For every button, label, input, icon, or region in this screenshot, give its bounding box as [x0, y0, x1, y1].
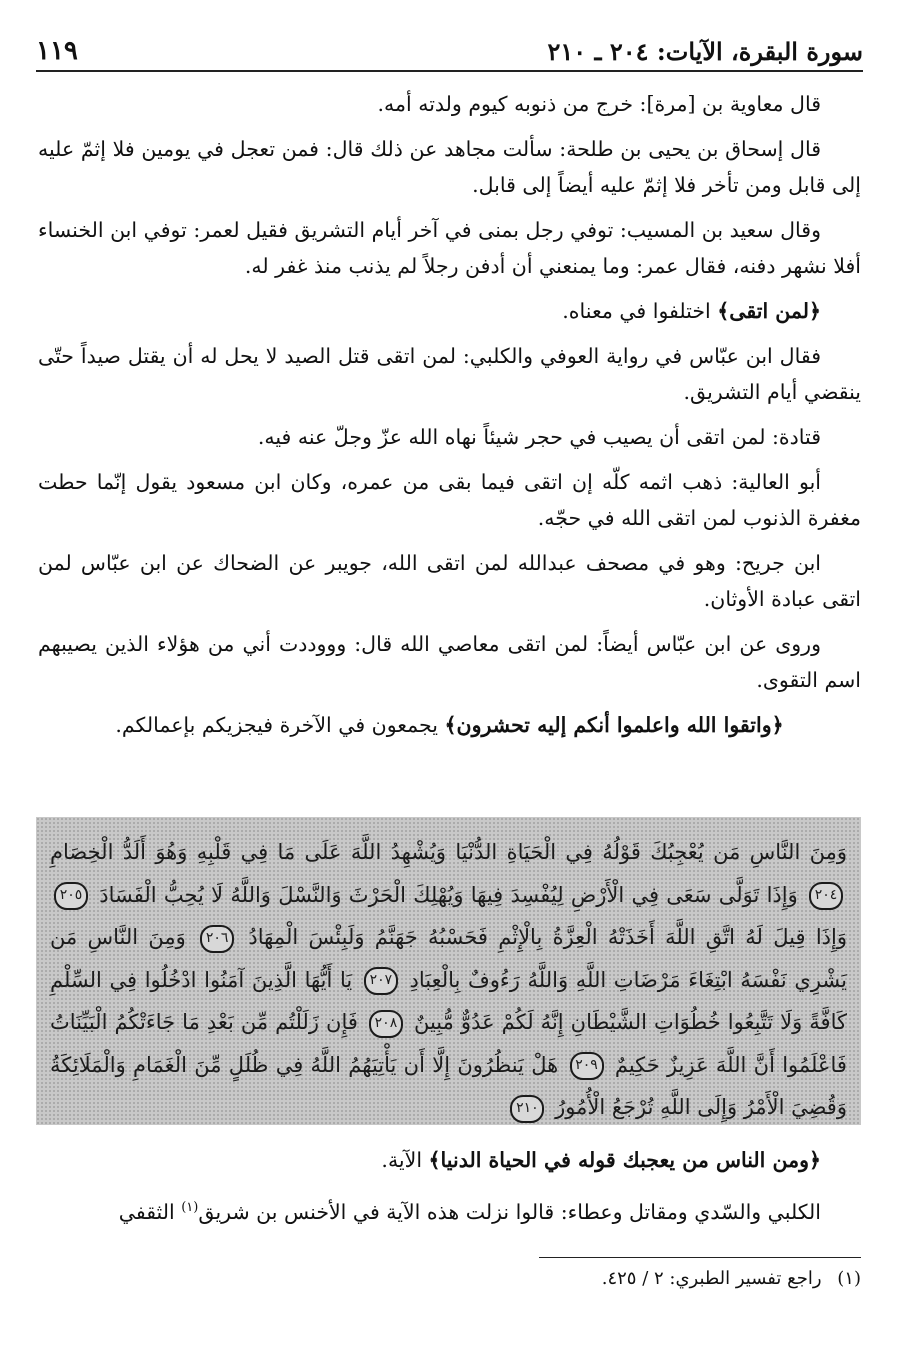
footnote [38, 1264, 861, 1294]
commentary-text [38, 86, 861, 752]
footnote-mark: (١) [837, 1268, 861, 1289]
footnote-reference[interactable]: (١) [181, 1200, 199, 1215]
verse-text: يَا أَيُّهَا الَّذِينَ آمَنُوا ادْخُلُوا فِي السِّلْمِ كَافَّةً وَلَا تَتَّبِعُوا خُطُوَاتِ الشَّيْطَانِ إِنَّهُ لَكُمْ عَدُوٌّ مُّبِينٌ [50, 967, 847, 1034]
verse-text: هَلْ يَنظُرُونَ إِلَّا أَن يَأْتِيَهُمُ اللَّهُ فِي ظُلَلٍ مِّنَ الْغَمَامِ وَالْمَلَائِكَةُ وَقُضِيَ الْأَمْرُ وَإِلَى اللَّهِ تُرْجَعُ الْأُمُورُ [50, 1052, 847, 1119]
paragraph: ﴿ومن الناس من يعجبك قوله في الحياة الدنيا﴾ الآية. [381, 1148, 821, 1172]
verse-number-marker: ٢٠٥ [54, 882, 88, 910]
verse-text: وَمِنَ النَّاسِ مَن يَشْرِي نَفْسَهُ ابْتِغَاءَ مَرْضَاتِ اللَّهِ وَاللَّهُ رَءُوفٌ بِالْعِبَادِ [50, 925, 848, 992]
verse-number-marker: ٢١٠ [510, 1095, 544, 1123]
verse-number-marker: ٢٠٨ [369, 1010, 403, 1038]
footnote-divider [539, 1257, 861, 1258]
paragraph: قتادة: لمن اتقى أن يصيب في حجر شيئاً نهاه الله عزّ وجلّ عنه فيه. [257, 425, 821, 449]
verse-number-marker: ٢٠٧ [364, 967, 398, 995]
paragraph: ابن جريح: وهو في مصحف عبدالله لمن اتقى الله، جويبر عن الضحاك عن ابن عبّاس لمن اتقى عبادة الأوثان. [38, 551, 861, 611]
commentary-continued [38, 1142, 861, 1242]
paragraph: ﴿واتقوا الله واعلموا أنكم إليه تحشرون﴾ يجمعون في الآخرة فيجزيكم بإعمالكم. [115, 713, 784, 737]
verse-text: فَإِن زَلَلْتُم مِّن بَعْدِ مَا جَاءَتْكُمُ الْبَيِّنَاتُ فَاعْلَمُوا أَنَّ اللَّهَ عَزِيزٌ حَكِيمٌ [50, 1010, 847, 1077]
paragraph: أبو العالية: ذهب اثمه كلّه إن اتقى فيما بقى من عمره، وكان ابن مسعود يقول إنّما حطت مغفرة الذنوب لمن اتقى الله في حجّه. [38, 470, 861, 530]
verse-number-marker: ٢٠٩ [570, 1052, 604, 1080]
quoted-verse: ﴿واتقوا الله واعلموا أنكم إليه تحشرون﴾ [444, 713, 784, 737]
quoted-verse: ﴿لمن اتقى﴾ [717, 299, 821, 323]
paragraph: وروى عن ابن عبّاس أيضاً: لمن اتقى معاصي الله قال: وووددت أني من هؤلاء الذين يصيبهم اسم التقوى. [38, 632, 861, 692]
paragraph: وقال سعيد بن المسيب: توفي رجل بمنى في آخر أيام التشريق فقيل لعمر: توفي ابن الخنساء أفلا نشهر دفنه، فقال عمر: وما يمنعني أن أدفن رجلاً لم يذنب منذ غفر له. [38, 218, 861, 278]
verse-number-marker: ٢٠٦ [200, 925, 234, 953]
page-number: ١١٩ [36, 36, 78, 66]
verse-text: وَمِنَ النَّاسِ مَن يُعْجِبُكَ قَوْلُهُ فِي الْحَيَاةِ الدُّنْيَا وَيُشْهِدُ اللَّهَ عَلَى مَا فِي قَلْبِهِ وَهُوَ أَلَدُّ الْخِصَامِ [50, 840, 847, 864]
quran-verses-box [36, 817, 861, 1125]
paragraph: قال إسحاق بن يحيى بن طلحة: سألت مجاهد عن ذلك قال: فمن تعجل في يومين فلا إثمّ عليه إلى قابل ومن تأخر فلا إثمّ عليه أيضاً إلى قابل. [38, 137, 861, 197]
paragraph: قال معاوية بن [مرة]: خرج من ذنوبه كيوم ولدته أمه. [377, 92, 821, 116]
quoted-verse: ﴿ومن الناس من يعجبك قوله في الحياة الدنيا﴾ [428, 1148, 821, 1172]
paragraph: ﴿لمن اتقى﴾ اختلفوا في معناه. [562, 299, 821, 323]
verse-text: وَإِذَا تَوَلَّى سَعَى فِي الْأَرْضِ لِيُفْسِدَ فِيهَا وَيُهْلِكَ الْحَرْثَ وَالنَّسْلَ وَاللَّهُ لَا يُحِبُّ الْفَسَادَ [99, 882, 798, 907]
verse-text: وَإِذَا قِيلَ لَهُ اتَّقِ اللَّهَ أَخَذَتْهُ الْعِزَّةُ بِالْإِثْمِ فَحَسْبُهُ جَهَنَّمُ وَلَبِئْسَ الْمِهَادُ [248, 925, 847, 949]
verse-number-marker: ٢٠٤ [809, 882, 843, 910]
footnote-text: راجع تفسير الطبري: ٢ / ٤٢٥. [601, 1268, 822, 1289]
paragraph: الكلبي والسّدي ومقاتل وعطاء: قالوا نزلت هذه الآية في الأخنس بن شريق$^{(١)}$ الثقفي [118, 1199, 821, 1224]
paragraph: فقال ابن عبّاس في رواية العوفي والكلبي: لمن اتقى قتل الصيد لا يحل له أن يقتل صيداً حتّى ينقضي أيام التشريق. [38, 344, 861, 404]
page-header [36, 28, 863, 72]
page-title: سورة البقرة، الآيات: ٢٠٤ ـ ٢١٠ [547, 37, 863, 66]
